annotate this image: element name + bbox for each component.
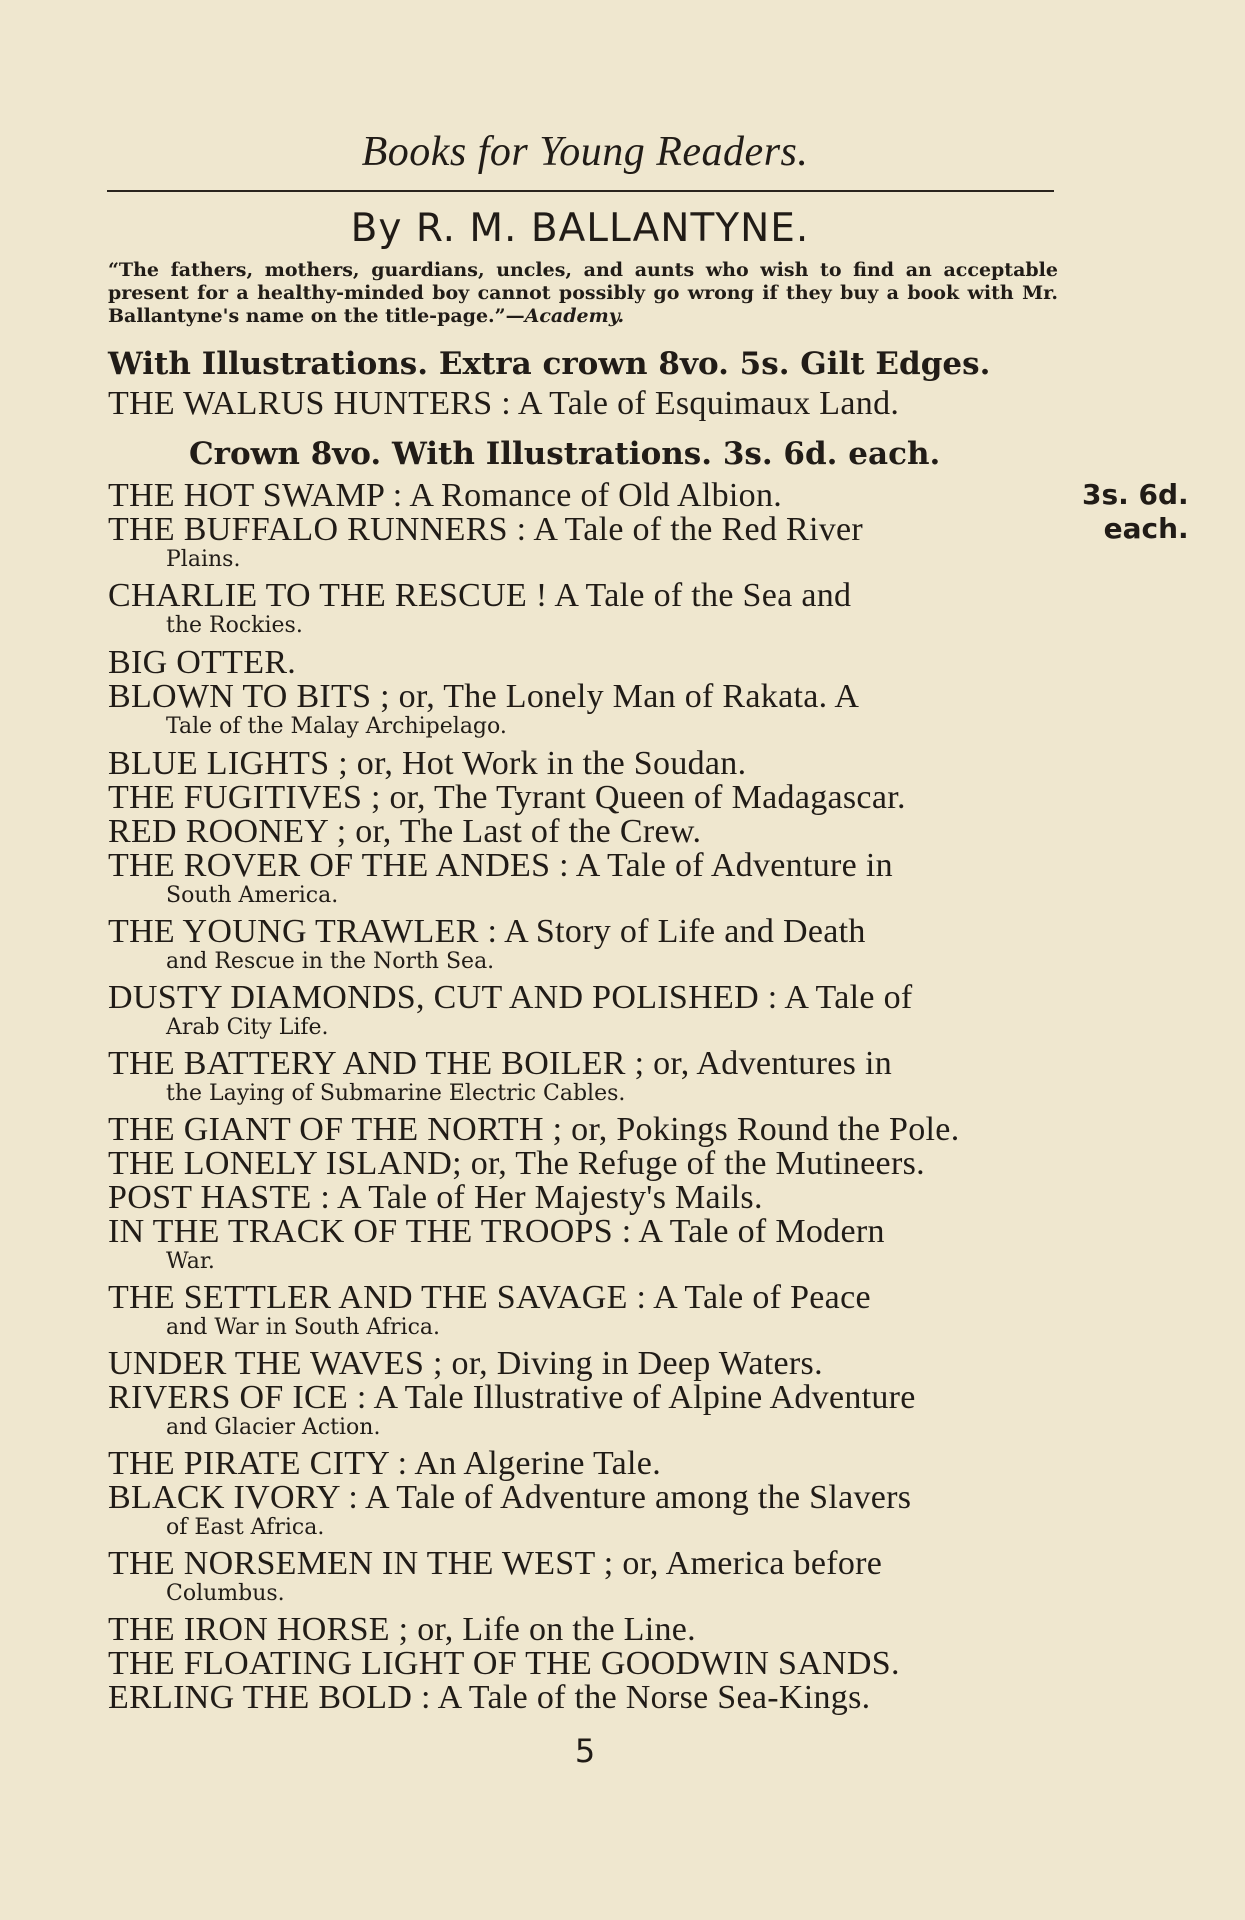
entry-title: THE YOUNG TRAWLER : A Story of Life and Death <box>108 913 866 950</box>
entry-title: THE LONELY ISLAND; or, The Refuge of the Mutineers. <box>108 1145 925 1182</box>
entry-subtitle: of East Africa. <box>166 1515 325 1540</box>
author-heading: By R. M. BALLANTYNE. <box>350 206 810 251</box>
list-item <box>108 780 1068 816</box>
entry-title: RIVERS OF ICE : A Tale Illustrative of Alpine Adventure <box>108 1379 916 1416</box>
entry-title: BLUE LIGHTS ; or, Hot Work in the Soudan. <box>108 745 747 782</box>
entry-title: BIG OTTER. <box>108 644 297 681</box>
entry-title: THE PIRATE CITY : An Algerine Tale. <box>108 1445 661 1482</box>
entry-title: CHARLIE TO THE RESCUE ! A Tale of the Sea and <box>108 577 852 614</box>
entry-title: THE BUFFALO RUNNERS : A Tale of the Red River <box>108 511 864 548</box>
entry-subtitle: the Laying of Submarine Electric Cables. <box>166 1081 626 1106</box>
quote-citation: Academy. <box>524 305 625 327</box>
entry-title: THE FUGITIVES ; or, The Tyrant Queen of Madagascar. <box>108 779 906 816</box>
entry-title: BLOWN TO BITS ; or, The Lonely Man of Rakata. A <box>108 678 860 715</box>
entry-subtitle: Columbus. <box>166 1581 285 1606</box>
list-item <box>108 980 1068 1040</box>
entry-title: RED ROONEY ; or, The Last of the Crew. <box>108 813 702 850</box>
list-item <box>108 1180 1068 1216</box>
list-item <box>108 746 1068 782</box>
entry-title: THE WALRUS HUNTERS : A Tale of Esquimaux Land. <box>108 385 900 422</box>
entry-title: ERLING THE BOLD : A Tale of the Norse Sea-Kings. <box>108 1679 871 1716</box>
list-item <box>108 1480 1068 1540</box>
list-item <box>108 1646 1068 1682</box>
section2-heading: Crown 8vo. With Illustrations. 3s. 6d. each. <box>189 436 941 472</box>
list-item <box>108 814 1068 850</box>
entry-title: THE SETTLER AND THE SAVAGE : A Tale of Peace <box>108 1279 871 1316</box>
entry-subtitle: and Rescue in the North Sea. <box>166 949 495 974</box>
entry-subtitle: Plains. <box>166 547 241 572</box>
running-head: Books for Young Readers. <box>361 129 809 175</box>
list-item <box>108 1446 1068 1482</box>
entry-subtitle: Tale of the Malay Archipelago. <box>166 714 507 739</box>
section1-heading: With Illustrations. Extra crown 8vo. 5s. Gilt Edges. <box>108 346 991 382</box>
list-item <box>108 848 1068 908</box>
entry-title: THE NORSEMEN IN THE WEST ; or, America before <box>108 1545 883 1582</box>
list-item <box>108 1112 1068 1148</box>
price-note-line1: 3s. 6d. <box>1082 478 1189 511</box>
entry-title: DUSTY DIAMONDS, CUT AND POLISHED : A Tale of <box>108 979 913 1016</box>
price-note <box>1082 478 1189 546</box>
entry-title: POST HASTE : A Tale of Her Majesty's Mails. <box>108 1179 763 1216</box>
list-item <box>108 1546 1068 1606</box>
entry-title: THE HOT SWAMP : A Romance of Old Albion. <box>108 477 783 514</box>
list-item <box>108 578 1068 638</box>
entry-subtitle: Arab City Life. <box>166 1015 329 1040</box>
entry-title: IN THE TRACK OF THE TROOPS : A Tale of Modern <box>108 1213 885 1250</box>
list-item <box>108 914 1068 974</box>
list-item <box>108 1146 1068 1182</box>
entry-title: BLACK IVORY : A Tale of Adventure among the Slavers <box>108 1479 912 1516</box>
header-rule <box>107 190 1054 192</box>
entry-subtitle: War. <box>166 1249 215 1274</box>
list-item <box>108 1612 1068 1648</box>
list-item <box>108 1046 1068 1106</box>
entry-subtitle: and War in South Africa. <box>166 1315 441 1340</box>
list-item <box>108 512 1068 572</box>
list-item <box>108 1380 1068 1440</box>
list-item <box>108 679 1068 739</box>
list-item <box>108 645 1068 681</box>
entry-title: THE BATTERY AND THE BOILER ; or, Adventures in <box>108 1045 892 1082</box>
list-item <box>108 1214 1068 1274</box>
list-item <box>108 1680 1068 1716</box>
entry-title: THE GIANT OF THE NORTH ; or, Pokings Round the Pole. <box>108 1111 960 1148</box>
entry-title: THE IRON HORSE ; or, Life on the Line. <box>108 1611 696 1648</box>
quote-text: “The fathers, mothers, guardians, uncles, and aunts who wish to find an acceptable present for a healthy-minded boy cannot possibly go wrong if they buy a book with Mr. Ballantyne's name on the title-page.”— <box>108 259 1058 327</box>
list-item <box>108 478 1068 514</box>
entry-title: THE FLOATING LIGHT OF THE GOODWIN SANDS. <box>108 1645 900 1682</box>
section1-entry <box>108 386 1068 422</box>
page-number: 5 <box>574 1732 596 1770</box>
entry-title: UNDER THE WAVES ; or, Diving in Deep Waters. <box>108 1345 823 1382</box>
list-item <box>108 1280 1068 1340</box>
entry-subtitle: the Rockies. <box>166 613 303 638</box>
review-quote <box>108 259 1058 328</box>
entry-subtitle: and Glacier Action. <box>166 1415 381 1440</box>
entry-title: THE ROVER OF THE ANDES : A Tale of Adventure in <box>108 847 893 884</box>
price-note-line2: each. <box>1103 512 1189 545</box>
entry-subtitle: South America. <box>166 883 339 908</box>
list-item <box>108 1346 1068 1382</box>
